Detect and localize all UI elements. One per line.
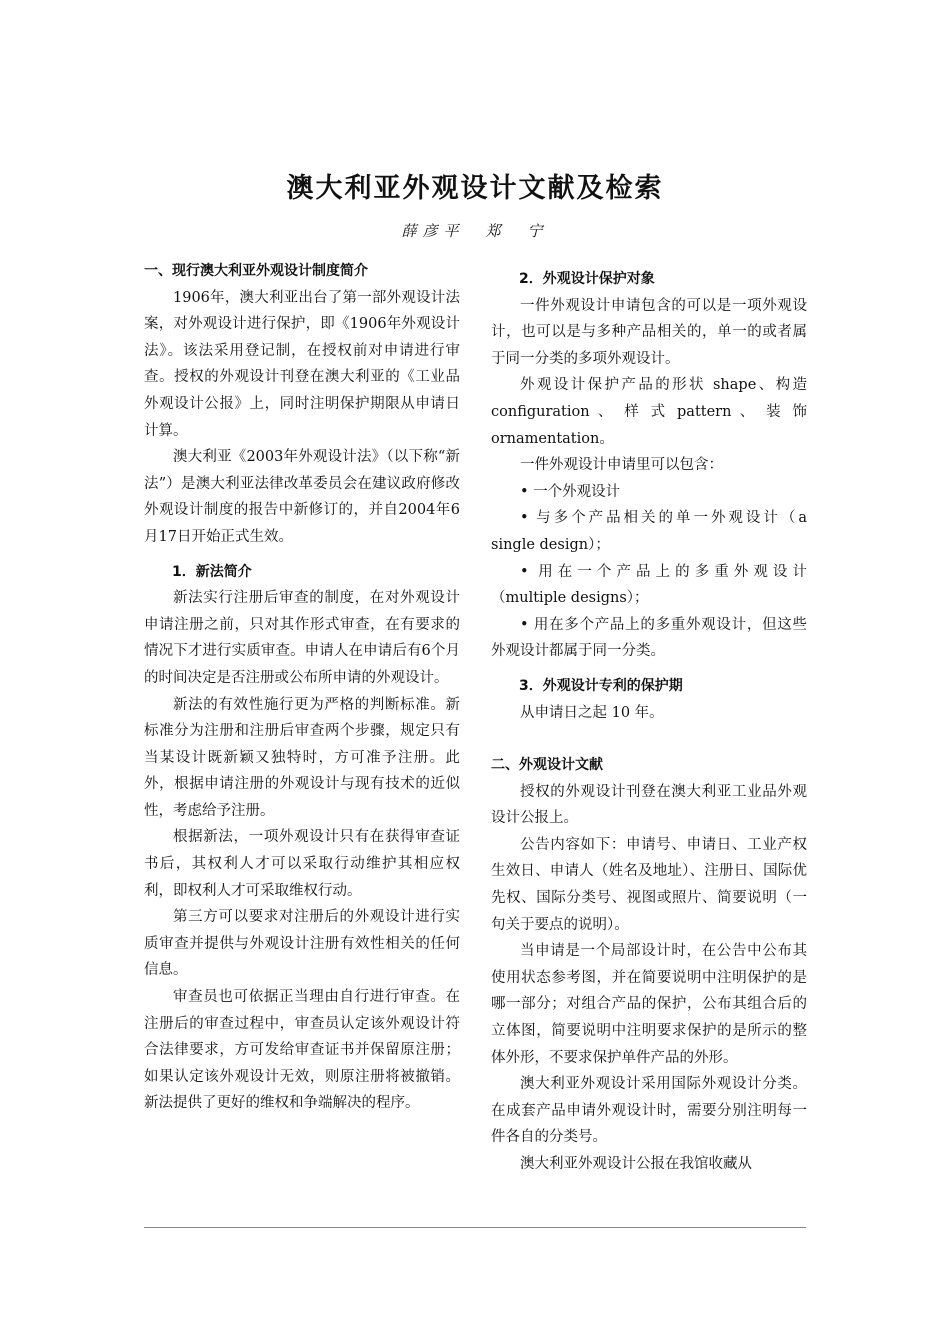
- footer-rule: [144, 1227, 806, 1228]
- right-column: [491, 258, 807, 1178]
- paragraph: 公告内容如下：申请号、申请日、工业产权生效日、申请人（姓名及地址）、注册日、国际优先权、国际分类号、视图或照片、简要说明（一句关于要点的说明）。: [491, 836, 807, 933]
- paragraph: 澳大利亚外观设计采用国际外观设计分类。在成套产品申请外观设计时，需要分别注明每一件各自的分类号。: [491, 1076, 807, 1146]
- left-column: [144, 258, 460, 1117]
- bullet-item: • 一个外观设计: [520, 483, 621, 500]
- paragraph: 澳大利亚《2003年外观设计法》（以下称“新法”）是澳大利亚法律改革委员会在建议政府修改外观设计制度的报告中新修订的，并自2004年6月17日开始正式生效。: [144, 449, 460, 545]
- paragraph: 审查员也可依据正当理由自行进行审查。在注册后的审查过程中，审查员认定该外观设计符合法律要求，方可发给审查证书并保留原注册；如果认定该外观设计无效，则原注册将被撤销。新法提供了更好的维权和争端解决的程序。: [144, 989, 460, 1112]
- paragraph: 从申请日之起 10 年。: [520, 704, 664, 721]
- spacer: [491, 726, 807, 752]
- paragraph: 授权的外观设计刊登在澳大利亚工业品外观设计公报上。: [491, 783, 807, 827]
- paragraph: 根据新法，一项外观设计只有在获得审查证书后，其权利人才可以采取行动维护其相应权利，即权利人才可采取维权行动。: [144, 829, 460, 899]
- section-heading-literature: 二、外观设计文献: [491, 757, 603, 774]
- paragraph: 当申请是一个局部设计时，在公告中公布其使用状态参考图，并在简要说明中注明保护的是哪一部分；对组合产品的保护，公布其组合后的立体图，简要说明中注明要求保护的是所示的整体外形，不要求保护单件产品的外形。: [491, 943, 807, 1066]
- section-heading-intro: 一、现行澳大利亚外观设计制度简介: [144, 263, 368, 279]
- paragraph: 1906年，澳大利亚出台了第一部外观设计法案，对外观设计进行保护，即《1906年外观设计法》。该法采用登记制，在授权前对申请进行审查。授权的外观设计刊登在澳大利亚的《工业品外观设计公报》上，同时注明保护期限从申请日计算。: [144, 289, 460, 439]
- bullet-item: • 用在多个产品上的多重外观设计，但这些外观设计都属于同一分类。: [491, 616, 807, 660]
- subsection-heading-protection-object: 2．外观设计保护对象: [519, 271, 655, 287]
- bullet-item: • 与多个产品相关的单一外观设计（a single design）；: [491, 510, 807, 553]
- paragraph: 澳大利亚外观设计公报在我馆收藏从: [520, 1156, 752, 1172]
- paragraph: 一件外观设计申请包含的可以是一项外观设计，也可以是与多种产品相关的，单一的或者属于同一分类的多项外观设计。: [491, 297, 807, 367]
- paragraph: 第三方可以要求对注册后的外观设计进行实质审查并提供与外观设计注册有效性相关的任何信息。: [144, 909, 460, 979]
- subsection-heading-new-law: 1．新法简介: [172, 563, 252, 580]
- subsection-heading-protection-term: 3．外观设计专利的保护期: [519, 677, 683, 694]
- bullet-item: • 用在一个产品上的多重外观设计（multiple designs）；: [491, 563, 807, 607]
- paragraph: 新法实行注册后审查的制度，在对外观设计申请注册之前，只对其作形式审查，在有要求的情况下才进行实质审查。申请人在申请后有6个月的时间决定是否注册或公布所申请的外观设计。: [144, 590, 460, 686]
- paragraph: 外观设计保护产品的形状 shape、构造 configuration 、 样 式 pattern 、 装 饰 ornamentation。: [491, 377, 807, 447]
- paragraph: 新法的有效性施行更为严格的判断标准。新标准分为注册和注册后审查两个步骤，规定只有当某设计既新颖又独特时，方可准予注册。此外，根据申请注册的外观设计与现有技术的近似性，考虑给予注册。: [144, 696, 460, 819]
- page-title: 澳大利亚外观设计文献及检索: [286, 173, 664, 204]
- authors: 薛彦平 郑 宁: [401, 222, 549, 240]
- paragraph: 一件外观设计申请里可以包含：: [520, 457, 723, 474]
